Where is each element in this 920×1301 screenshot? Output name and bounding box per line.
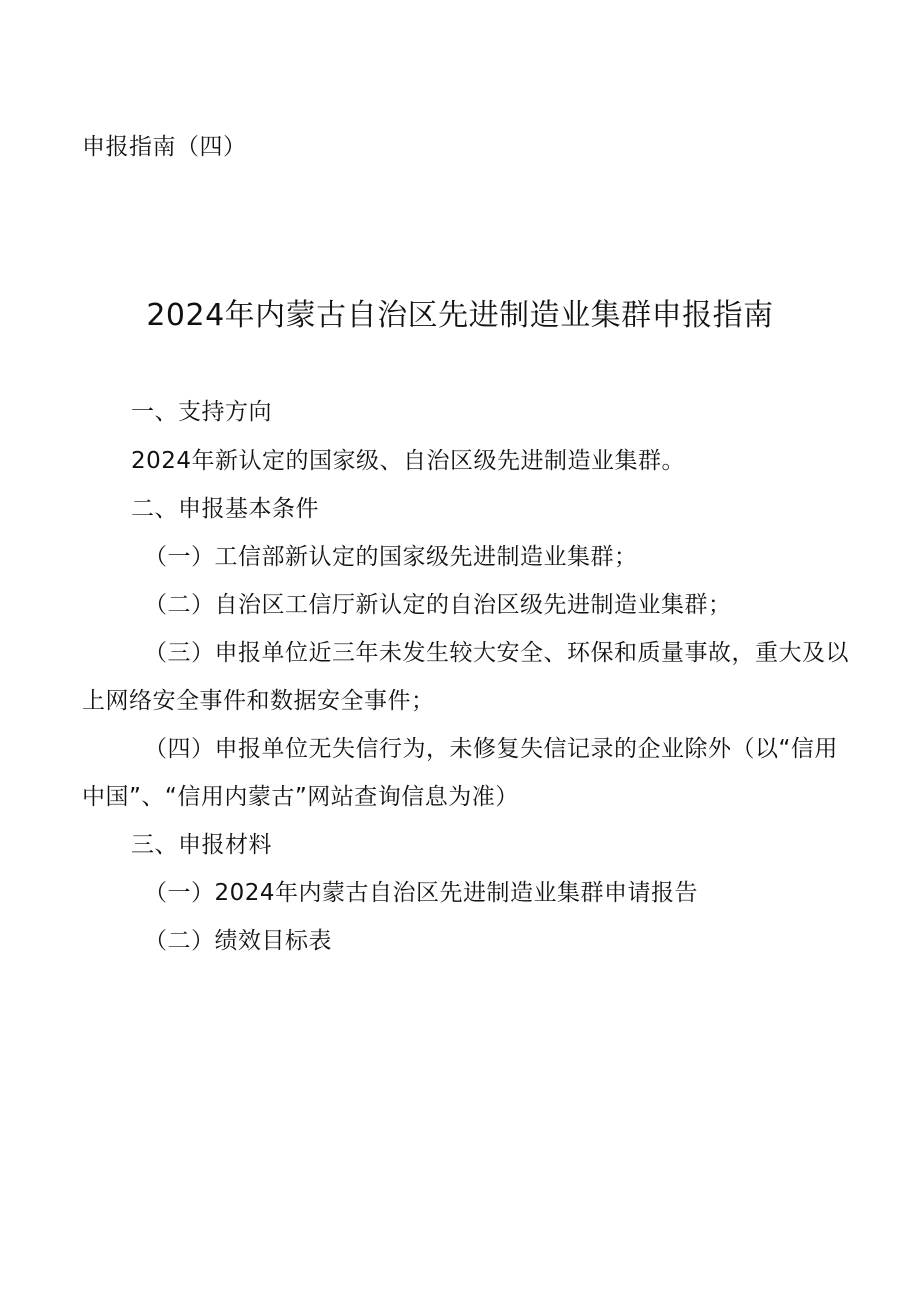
section-3-heading: 三、申报材料: [131, 832, 272, 858]
section-1-heading: 一、支持方向: [131, 399, 272, 425]
section-2-item-3-line-2: 上网络安全事件和数据安全事件；: [82, 688, 435, 714]
document-title: 2024年内蒙古自治区先进制造业集群申报指南: [146, 298, 774, 333]
section-3-item-2: （二）绩效目标表: [144, 928, 332, 954]
section-2-item-3-line-1: （三）申报单位近三年未发生较大安全、环保和质量事故，重大及以: [144, 640, 849, 666]
section-2-item-4-line-2: 中国”、“信用内蒙古”网站查询信息为准）: [82, 784, 519, 810]
section-2-heading: 二、申报基本条件: [131, 496, 319, 522]
section-2-item-2: （二）自治区工信厅新认定的自治区级先进制造业集群；: [144, 592, 732, 618]
section-1-text: 2024年新认定的国家级、自治区级先进制造业集群。: [131, 448, 686, 474]
section-3-item-1: （一）2024年内蒙古自治区先进制造业集群申请报告: [144, 880, 699, 906]
document-header-label: 申报指南（四）: [82, 134, 247, 160]
section-2-item-4-line-1: （四）申报单位无失信行为，未修复失信记录的企业除外（以“信用: [144, 736, 838, 762]
section-2-item-1: （一）工信部新认定的国家级先进制造业集群；: [144, 544, 638, 570]
